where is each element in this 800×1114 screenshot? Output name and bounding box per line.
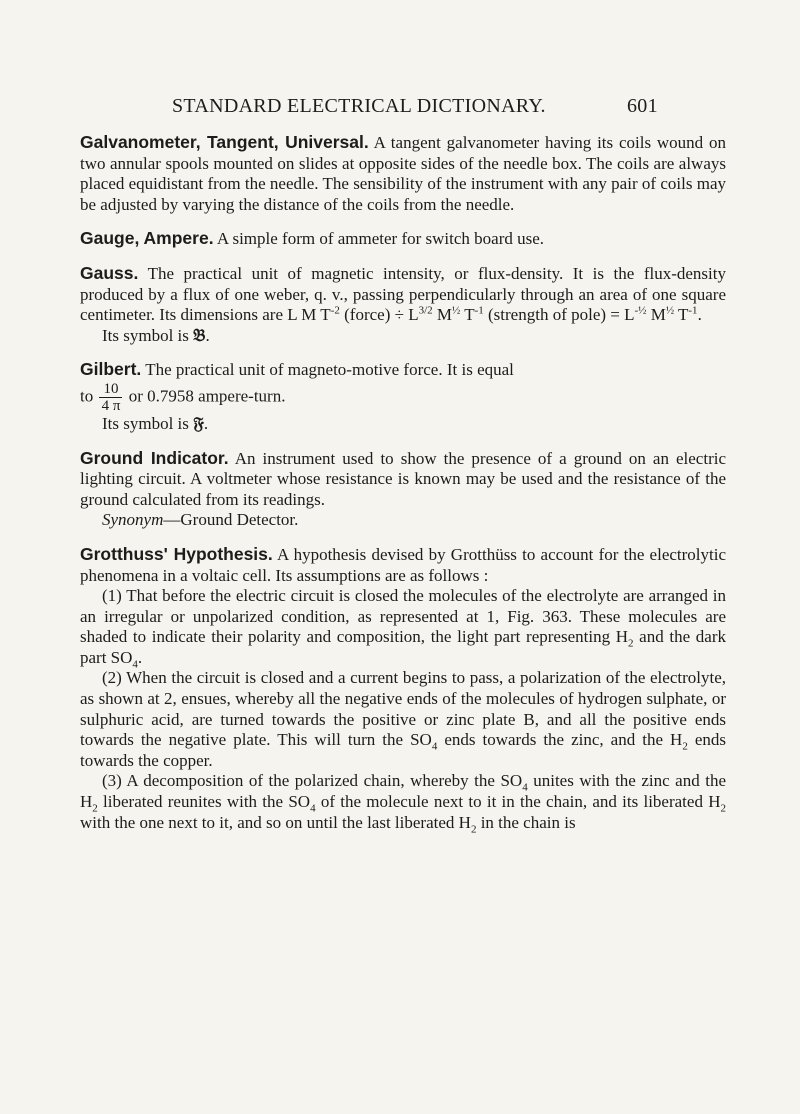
definition-galvanometer: A tangent galvanometer having its coils wound on two annular spools mounted on slides at opposite sides of the needle box. The coils are always placed equidistant from the needle. The sensibility of the instrument with any pair of coils may be adjusted by varying the distance of the coils from the needle. [80, 133, 726, 214]
sub-h2-a: 2 [628, 637, 634, 650]
entry-ground-indicator [80, 448, 726, 531]
dims-m-b: M [646, 305, 666, 325]
dims-t-a: T [460, 305, 475, 325]
exp-half-a: ½ [452, 304, 461, 317]
exp-neg2: -2 [330, 304, 340, 317]
entry-gilbert [80, 359, 726, 434]
gilbert-fraction [99, 381, 122, 414]
headword-grotthuss: Grotthuss' Hypothesis. [80, 543, 273, 564]
synonym-text: —Ground Detector. [163, 510, 299, 530]
entry-galvanometer-text [80, 132, 726, 215]
exp-3-2: 3/2 [418, 304, 433, 317]
page-header [0, 95, 800, 121]
exp-neg-half: -½ [634, 304, 647, 317]
dims-m-a: M [432, 305, 453, 325]
gilbert-symbol-label: Its symbol is [102, 413, 194, 433]
entry-galvanometer [80, 132, 726, 215]
sub-h2-c: 2 [92, 802, 98, 815]
entry-grotthuss [80, 543, 727, 836]
sub-so4-a: 4 [132, 658, 138, 671]
definition-gilbert: The practical unit of magneto-motive force. It is equal [145, 360, 514, 380]
grotthuss-point-2 [80, 668, 726, 771]
point-3-d: of the molecule next to it in the chain, and its liberated H [315, 792, 721, 812]
point-3-b: unites with the zinc and the H [80, 771, 726, 812]
gauss-symbol-end: . [205, 325, 210, 345]
dims-end: . [697, 305, 702, 325]
sub-h2-b: 2 [682, 740, 688, 753]
entry-gauge [80, 228, 726, 250]
synonym-label: Synonym [102, 510, 164, 530]
headword-gilbert: Gilbert. [80, 359, 142, 380]
entry-ground-text [80, 448, 726, 511]
headword-gauss: Gauss. [80, 262, 139, 283]
dims-t-b: T [674, 305, 689, 325]
ground-synonym-line [80, 510, 726, 531]
definition-grotthuss: A hypothesis devised by Grotthüss to account for the electrolytic phenomena in a voltaic cell. Its assumptions are as follows : [80, 544, 727, 585]
sub-h2-d: 2 [720, 802, 726, 815]
definition-gauss: The practical unit of magnetic intensity, or flux-density. It is the flux-density produced by a flux of one weber, q. v., passing perpendicularly through an area of one square centimeter. Its dimensions are [80, 263, 726, 325]
entry-gauss-text [80, 263, 726, 326]
gauss-symbol-line [80, 326, 726, 347]
point-1-text: (1) That before the electric circuit is closed the molecules of the electrolyte are arranged in an irregular or unpolarized condition, as represented at 1, Fig. 363. These molecules are shaded to indicate their polarity and composition, the light part representing H [80, 586, 726, 647]
point-2-c: ends towards the copper. [80, 730, 726, 770]
entry-gilbert-text [80, 359, 726, 381]
headword-ground-indicator: Ground Indicator. [80, 447, 229, 468]
headword-gauge: Gauge, Ampere. [80, 228, 214, 249]
point-1-mid: and the dark part SO [80, 627, 726, 667]
page-number: 601 [627, 95, 658, 117]
dims-force: (force) ÷ L [339, 305, 419, 325]
entry-gauge-text [80, 228, 726, 250]
running-title: STANDARD ELECTRICAL DICTIONARY. [172, 95, 546, 117]
sub-so4-b: 4 [431, 740, 438, 753]
definition-gauge: A simple form of ammeter for switch board use. [216, 229, 545, 249]
entry-gauss [80, 263, 726, 346]
dims-strength: (strength of pole) = L [483, 305, 635, 325]
page-body [80, 132, 727, 836]
gauss-symbol: 𝔅 [193, 325, 206, 346]
point-3-f: in the chain is [476, 812, 576, 832]
point-1-end: . [137, 647, 143, 667]
point-2-a: (2) When the circuit is closed and a current begins to pass, a polarization of the electrolyte, as shown at 2, ensues, whereby all the negative ends of the molecules of hydrogen sulphate, or sulphuric acid, are turned towards the positive or zinc plate B, and all the positive ends towards the negative plate. This will turn the SO [80, 668, 726, 750]
exp-neg1-b: -1 [688, 304, 698, 317]
headword-galvanometer: Galvanometer, Tangent, Universal. [80, 132, 369, 152]
sub-so4-d: 4 [310, 802, 316, 815]
exp-half-b: ½ [665, 304, 675, 317]
point-3-e: with the one next to it, and so on until the last liberated H [80, 812, 471, 832]
sub-so4-c: 4 [522, 781, 528, 794]
definition-ground-indicator: An instrument used to show the presence of a ground on an electric lighting circuit. A voltmeter whose resistance is known may be used and the resistance of the ground calculated from its readings. [80, 448, 727, 509]
gauss-symbol-label: Its symbol is [102, 325, 194, 345]
entry-grotthuss-text [80, 544, 726, 586]
gilbert-symbol-end: . [203, 413, 209, 433]
gilbert-symbol: 𝔉 [193, 413, 204, 434]
gilbert-rest: or 0.7958 ampere-turn. [124, 386, 286, 406]
grotthuss-point-1 [80, 586, 726, 671]
gilbert-symbol-line [80, 414, 726, 435]
sub-h2-e: 2 [470, 823, 477, 836]
dims-lmt: L M T [287, 305, 331, 325]
exp-neg1-a: -1 [474, 304, 484, 317]
point-2-b: ends towards the zinc, and the H [437, 730, 683, 750]
gilbert-formula-line [80, 381, 726, 414]
point-3-c: liberated reunites with the SO [97, 792, 311, 812]
fraction-denominator: 4 π [101, 397, 121, 414]
point-3-a: (3) A decomposition of the polarized chain, whereby the SO [102, 771, 523, 791]
grotthuss-point-3 [80, 771, 726, 836]
fraction-numerator: 10 [99, 381, 122, 398]
gilbert-to: to [80, 386, 98, 406]
